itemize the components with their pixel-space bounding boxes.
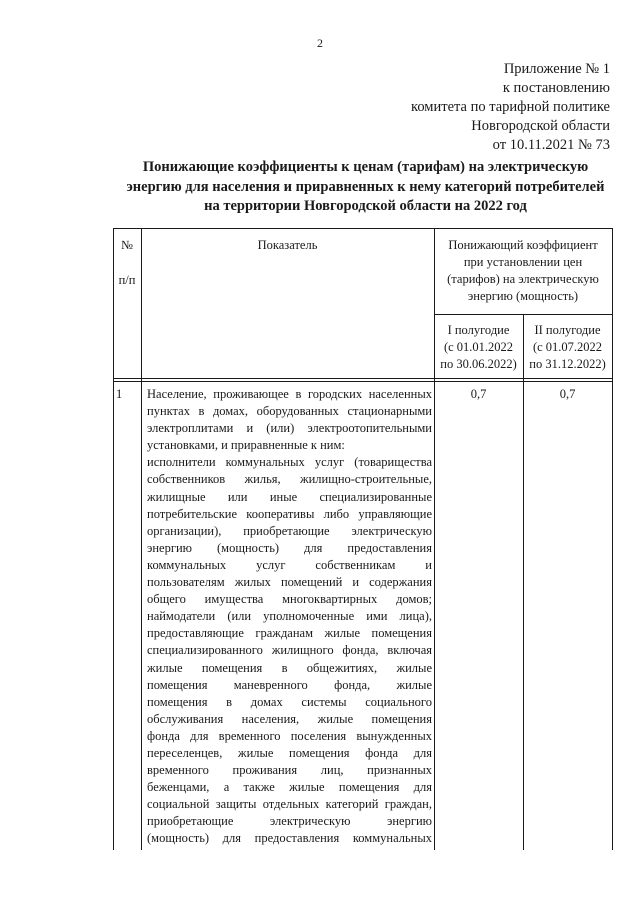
appendix-line: от 10.11.2021 № 73 [492,137,610,153]
text-line: жилищные или иные специализированные [147,489,432,504]
text-line: электроплитами и (или) электроотопительными [147,421,432,436]
row-indicator-text [147,386,432,848]
text-line: обслуживания населения, жилые помещения [147,711,432,726]
text-line: коммунальных услуг собственникам и [147,557,432,572]
row-number: 1 [116,387,123,401]
table-border [612,228,613,850]
text-line: помещения маневренного фонда, жилые [147,677,432,692]
header-half2-line: по 31.12.2022) [529,357,606,371]
text-line: социальной защиты отдельных категорий граждан, [147,797,432,812]
table-border [141,228,142,850]
header-half1-line: (с 01.01.2022 [443,340,514,354]
header-num-line: п/п [118,273,136,287]
text-line: пользователям жилых помещений и содержания [147,575,432,590]
text-line: жилые помещения в общежитиях, жилые [147,660,432,675]
text-line: переселенцев, жилые помещения фонда для [147,745,432,760]
appendix-line: Новгородской области [471,118,610,134]
header-half1 [434,322,523,373]
text-line: (мощность) для предоставления коммунальных [147,831,432,846]
text-line: Население, проживающее в городских населенных [147,387,432,401]
header-half1-line: I полугодие [447,323,510,337]
table-border [113,228,613,229]
table-border [113,378,613,379]
text-line: предоставляющие гражданам жилые помещения [147,626,432,641]
text-line: наймодатели (или уполномоченные ими лица), [147,609,432,624]
header-num-line: № [121,238,133,252]
text-line: собственников жилья, жилищно-строительные, [147,472,432,487]
header-half2 [523,322,612,373]
table-border [434,314,613,315]
header-half2-line: II полугодие [534,323,601,337]
header-coef-line: Понижающий коэффициент [448,238,598,252]
text-line: установками, и приравненные к ним: [147,438,345,453]
appendix-line: к постановлению [502,80,610,96]
text-line: беженцами, а также жилые помещения для [147,780,432,795]
text-line: энергию (мощность) для предоставления [147,540,432,555]
text-line: исполнители коммунальных услуг (товарищества [147,455,432,470]
text-line: пунктах в домах, оборудованных стационарными [147,404,432,419]
appendix-line: Приложение № 1 [503,61,610,77]
text-line: временного проживания лиц, признанных [147,763,432,778]
row-value-half1: 0,7 [470,387,487,401]
header-coef-line: энергию (мощность) [467,289,579,303]
text-line: потребительские кооперативы либо управляющие [147,506,432,521]
header-coef-line: при установлении цен [463,255,583,269]
header-half1-line: по 30.06.2022) [440,357,517,371]
text-line: организации), приобретающие электрическую [147,523,432,538]
title-line: Понижающие коэффициенты к ценам (тарифам) на электрическую [142,159,589,175]
title-line: энергию для населения и приравненных к нему категорий потребителей [126,178,605,195]
header-coefficient [434,237,612,305]
page-number: 2 [317,36,323,50]
header-half2-line: (с 01.07.2022 [532,340,603,354]
header-coef-line: (тарифов) на электрическую [447,272,599,286]
text-line: общего имущества многоквартирных домов; [147,592,432,607]
header-indicator: Показатель [257,238,318,252]
document-title [108,158,623,217]
row-value-half2: 0,7 [559,387,576,401]
table-border [113,381,613,382]
appendix-block [290,60,610,155]
text-line: приобретающие электрическую энергию [147,814,432,829]
title-line: на территории Новгородской области на 2022 год [204,198,527,214]
text-line: помещения в домах системы социального [147,694,432,709]
text-line: специализированного жилищного фонда, включая [147,643,432,658]
text-line: фонда для временного поселения вынужденных [147,728,432,743]
table-border [113,228,114,850]
appendix-line: комитета по тарифной политике [411,99,610,115]
header-num [113,237,141,289]
